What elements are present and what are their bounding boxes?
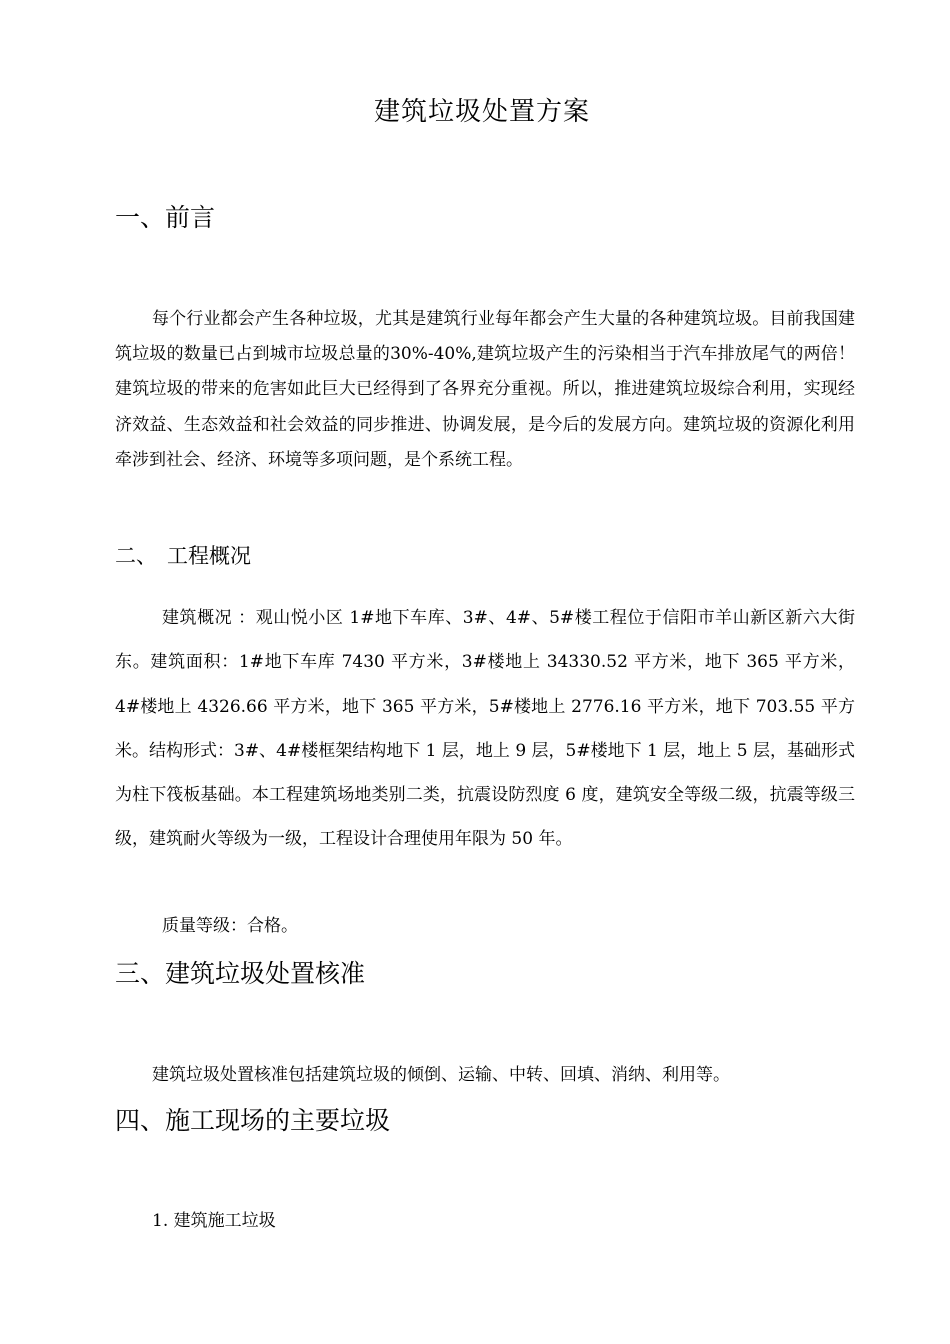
section-heading-approval: 三、建筑垃圾处置核准	[115, 959, 366, 988]
list-item-construction-waste: 1. 建筑施工垃圾	[152, 1211, 276, 1231]
section-heading-overview-number: 二、	[115, 544, 157, 568]
approval-paragraph: 建筑垃圾处置核准包括建筑垃圾的倾倒、运输、中转、回填、消纳、利用等。	[152, 1065, 730, 1085]
section-heading-overview	[115, 540, 251, 572]
section-heading-main-waste: 四、施工现场的主要垃圾	[115, 1106, 391, 1135]
section-heading-overview-text: 工程概况	[167, 544, 251, 568]
overview-paragraph: 建筑概况 ：观山悦小区 1#地下车库、3#、4#、5#楼工程位于信阳市羊山新区新六大街东。建筑面积：1#地下车库 7430 平方米，3#楼地上 34330.52 平方米，地下 365 平方米，4#楼地上 4326.66 平方米，地下 365 平方米，5#楼地上 2776.16 平方米，地下 703.55 平方米。结构形式：3#、4#楼框架结构地下 1 层，地上 9 层，5#楼地下 1 层，地上 5 层，基础形式为柱下筏板基础。本工程建筑场地类别二类，抗震设防烈度 6 度，建筑安全等级二级，抗震等级三级，建筑耐火等级为一级，工程设计合理使用年限为 50 年。	[115, 608, 855, 850]
document-title: 建筑垃圾处置方案	[373, 97, 590, 127]
section-heading-preface: 一、前言	[115, 203, 216, 232]
preface-paragraph: 每个行业都会产生各种垃圾，尤其是建筑行业每年都会产生大量的各种建筑垃圾。目前我国建筑垃圾的数量已占到城市垃圾总量的30%-40%,建筑垃圾产生的污染相当于汽车排放尾气的两倍！建筑垃圾的带来的危害如此巨大已经得到了各界充分重视。所以，推进建筑垃圾综合利用，实现经济效益、生态效益和社会效益的同步推进、协调发展，是今后的发展方向。建筑垃圾的资源化利用牵涉到社会、经济、环境等多项问题，是个系统工程。	[115, 309, 855, 470]
quality-grade-line: 质量等级：合格。	[162, 916, 298, 936]
